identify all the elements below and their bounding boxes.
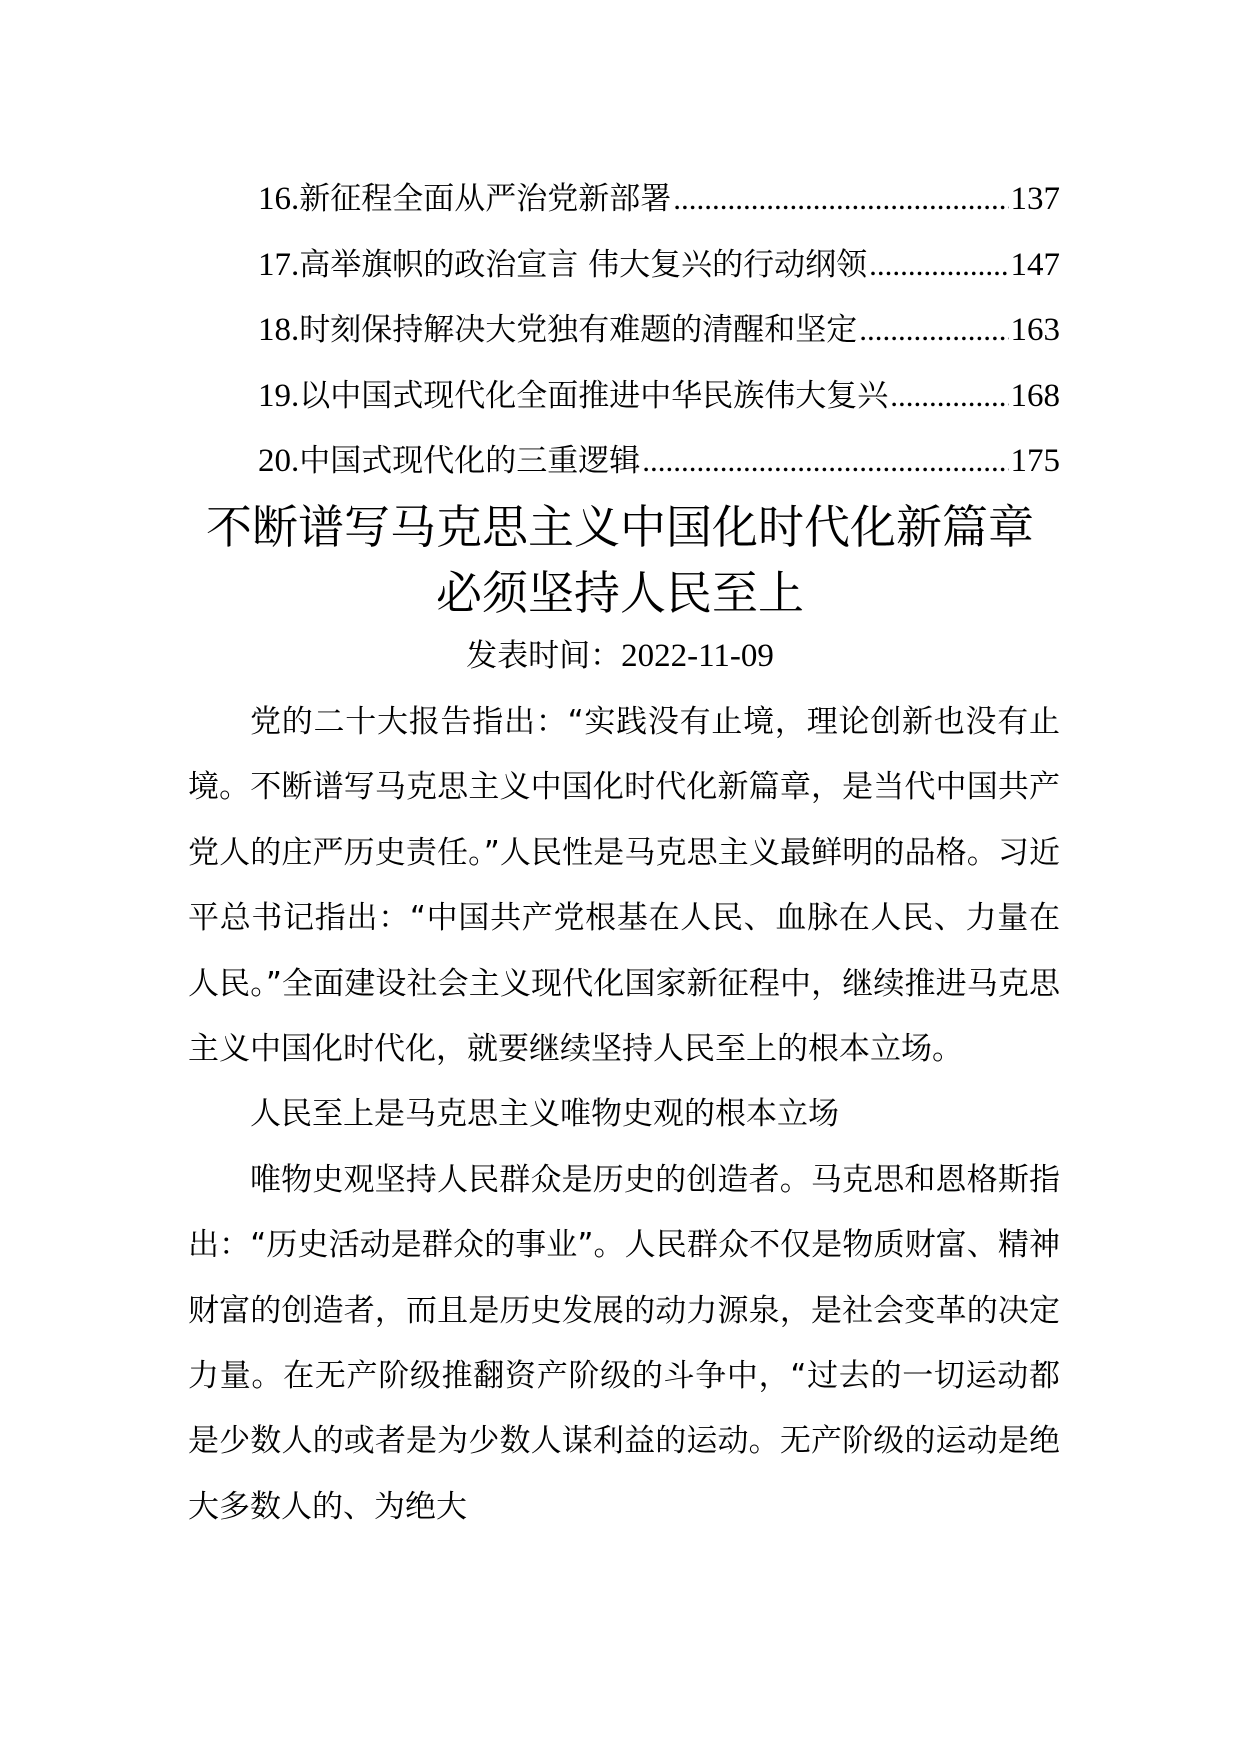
table-of-contents (258, 166, 1060, 494)
toc-dot-leader (890, 363, 1008, 429)
toc-item-number: 17. (258, 246, 300, 283)
toc-dot-leader (859, 297, 1008, 363)
toc-item-page: 175 (1010, 443, 1060, 479)
toc-item[interactable] (258, 428, 1060, 494)
toc-dot-leader (869, 232, 1008, 298)
toc-item[interactable] (258, 363, 1060, 429)
toc-item-title: 新征程全面从严治党新部署 (299, 181, 672, 217)
body-paragraph: 党的二十大报告指出：“实践没有止境，理论创新也没有止境。不断谱写马克思主义中国化时代化新篇章，是当代中国共产党人的庄严历史责任。”人民性是马克思主义最鲜明的品格。习近平总书记指出：“中国共产党根基在人民、血脉在人民、力量在人民。”全面建设社会主义现代化国家新征程中，继续推进马克思主义中国化时代化，就要继续坚持人民至上的根本立场。 (188, 704, 1060, 1068)
publish-date-value: 2022-11-09 (621, 638, 774, 674)
article-title-line-1: 不断谱写马克思主义中国化时代化新篇章 (206, 500, 1034, 554)
toc-item-number: 20. (258, 443, 300, 479)
section-heading: 人民至上是马克思主义唯物史观的根本立场 (250, 1096, 839, 1133)
toc-item[interactable] (258, 297, 1060, 363)
toc-item-title: 高举旗帜的政治宣言 伟大复兴的行动纲领 (299, 246, 868, 283)
toc-dot-leader (642, 428, 1008, 494)
toc-item-page: 168 (1010, 377, 1060, 414)
toc-item-page: 137 (1010, 181, 1060, 217)
toc-item-number: 16. (258, 181, 300, 217)
toc-item-page: 147 (1010, 246, 1060, 283)
toc-item[interactable] (258, 232, 1060, 298)
toc-dot-leader (673, 166, 1008, 232)
body-paragraph: 唯物史观坚持人民群众是历史的创造者。马克思和恩格斯指出：“历史活动是群众的事业”。人民群众不仅是物质财富、精神财富的创造者，而且是历史发展的动力源泉，是社会变革的决定力量。在无产阶级推翻资产阶级的斗争中，“过去的一切运动都是少数人的或者是为少数人谋利益的运动。无产阶级的运动是绝大多数人的、为绝大 (188, 1161, 1060, 1525)
toc-item-title: 中国式现代化的三重逻辑 (299, 443, 641, 479)
toc-item-page: 163 (1010, 312, 1060, 348)
publish-date-label: 发表时间： (466, 638, 622, 674)
toc-item-number: 19. (258, 377, 300, 414)
toc-item-title: 以中国式现代化全面推进中华民族伟大复兴 (299, 377, 889, 414)
article-body (188, 690, 1060, 1540)
toc-item[interactable] (258, 166, 1060, 232)
toc-item-number: 18. (258, 312, 300, 348)
publish-date (150, 629, 1090, 683)
toc-item-title: 时刻保持解决大党独有难题的清醒和坚定 (299, 312, 858, 348)
article-title-line-2: 必须坚持人民至上 (436, 566, 804, 620)
article-title (150, 494, 1090, 626)
